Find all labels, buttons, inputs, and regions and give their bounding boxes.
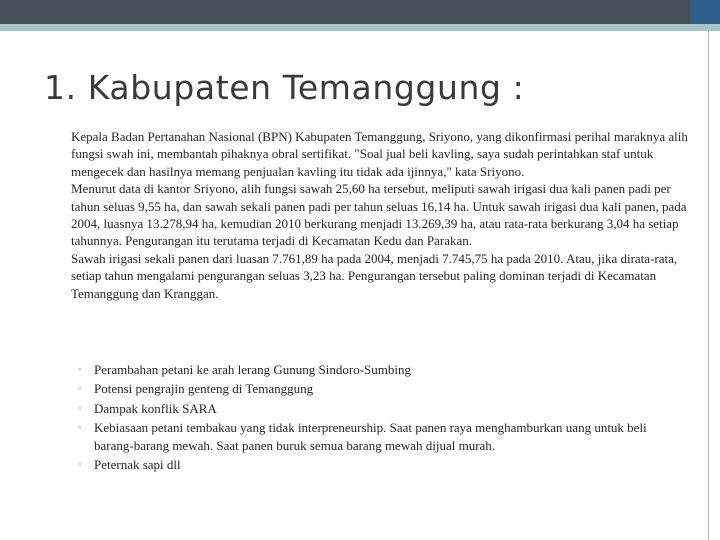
bullet-marker-icon: ▫ — [78, 383, 82, 394]
list-item — [78, 419, 678, 454]
paragraph-bpn-statement: Kepala Badan Pertanahan Nasional (BPN) Kabupaten Temanggung, Sriyono, yang dikonfirmasi perihal maraknya alih fungsi swah ini, membantah pihaknya obral sertifikat. "Soal jual beli kavling, saya sudah perintahkan staf untuk mengecek dan hasilnya memang penjualan kavling itu tidak ada ijinnya," kata Sriyono. — [71, 129, 688, 179]
list-item — [78, 380, 678, 397]
bullet-marker-icon: ▫ — [78, 364, 82, 374]
paragraph-alih-fungsi-data: Menurut data di kantor Sriyono, alih fungsi sawah 25,60 ha tersebut, meliputi sawah irigasi dua kali panen padi per tahun seluas 9,55 ha, dan sawah sekali panen padi per tahun seluas 16,14 ha. Untuk sawah irigasi dua kali panen, pada 2004, luasnya 13.278,94 ha, kemudian 2010 berkurang menjadi 13.269,39 ha, atau rata-rata berkurang 3,04 ha setiap tahunnya. Pengurangan itu terutama terjadi di Kecamatan Kedu dan Parakan. — [71, 181, 687, 249]
bullet-list — [78, 361, 678, 475]
bullet-marker-icon: ▫ — [78, 402, 82, 413]
list-item-text: Peternak sapi dll — [94, 457, 181, 473]
list-item-text: Kebiasaan petani tembakau yang tidak interpreneurship. Saat panen raya menghamburkan uang untuk beli barang-barang mewah. Saat panen buruk semua barang mewah dijual murah. — [94, 420, 647, 453]
paragraph-sawah-sekali-panen: Sawah irigasi sekali panen dari luasan 7.761,89 ha pada 2004, menjadi 7.745,75 ha pada 2010. Atau, jika dirata-rata, setiap tahun mengalami pengurangan seluas 3,23 ha. Pengurangan tersebut paling dominan terjadi di Kecamatan Temanggung dan Kranggan. — [71, 250, 678, 301]
list-item — [78, 400, 678, 417]
top-bar — [0, 0, 690, 24]
list-item — [78, 361, 678, 378]
top-bar-divider — [0, 24, 720, 31]
bullet-marker-icon: ▫ — [78, 422, 82, 433]
slide-title: 1. Kabupaten Temanggung : — [44, 68, 525, 107]
body-text — [71, 128, 691, 302]
list-item-text: Perambahan petani ke arah lerang Gunung Sindoro-Sumbing — [94, 362, 411, 377]
list-item-text: Dampak konflik SARA — [94, 400, 217, 416]
right-margin-rule — [708, 31, 709, 540]
top-bar-accent — [690, 0, 720, 24]
bullet-marker-icon: ▫ — [78, 459, 82, 470]
list-item — [78, 456, 678, 473]
list-item-text: Potensi pengrajin genteng di Temanggung — [94, 381, 314, 397]
